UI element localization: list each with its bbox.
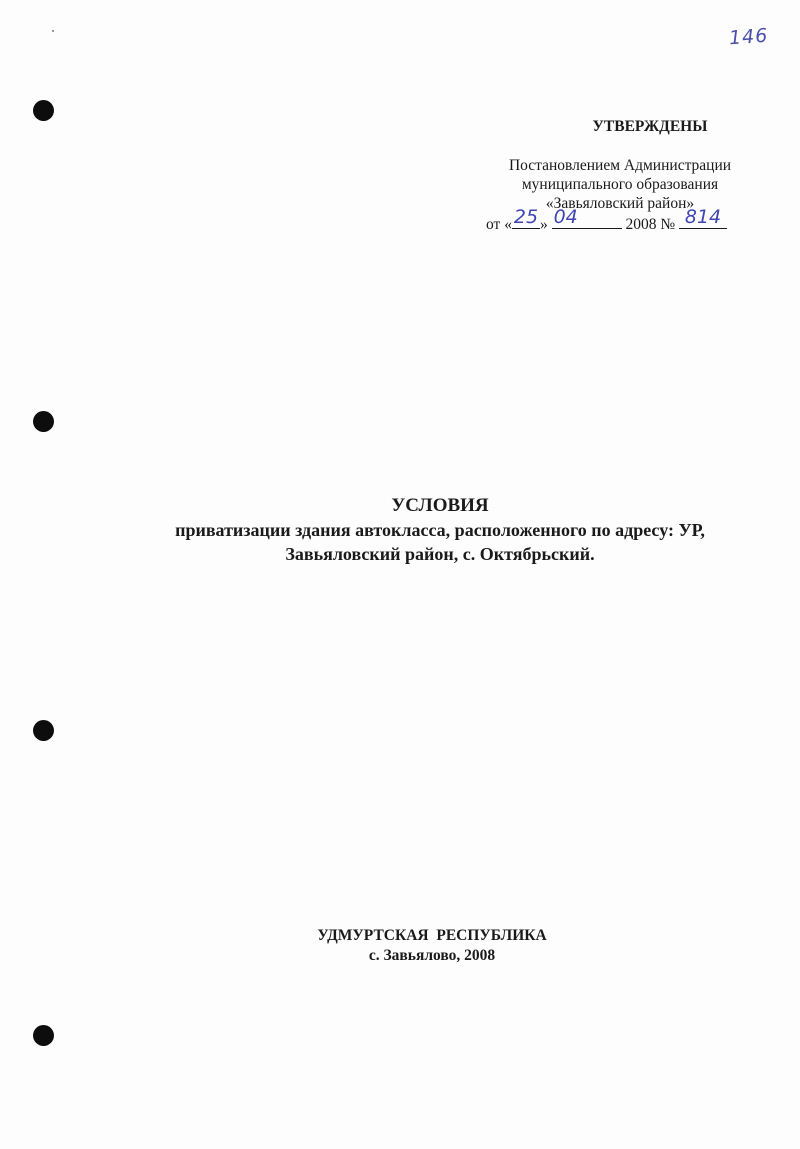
document-title: УСЛОВИЯ bbox=[391, 495, 489, 516]
date-month-handwritten: 04 bbox=[553, 206, 578, 228]
document-subtitle-line-2: Завьяловский район, с. Октябрьский. bbox=[285, 544, 595, 564]
approval-line-1: Постановлением Администрации bbox=[508, 157, 732, 174]
footer-republic: УДМУРТСКАЯ РЕСПУБЛИКА bbox=[317, 927, 547, 944]
approval-stamp-block bbox=[480, 117, 760, 213]
decree-number-field bbox=[679, 206, 727, 229]
document-footer bbox=[232, 926, 632, 966]
approval-date-line bbox=[486, 206, 727, 234]
approval-line-3: «Завьяловский район» bbox=[545, 195, 695, 212]
decree-number-handwritten: 814 bbox=[684, 206, 722, 228]
punch-hole bbox=[33, 100, 54, 121]
punch-hole bbox=[33, 1025, 54, 1046]
approval-heading: УТВЕРЖДЕНЫ bbox=[592, 118, 708, 135]
approval-line-2: муниципального образования bbox=[521, 176, 719, 193]
document-subtitle-line-1: приватизации здания автокласса, расположенного по адресу: УР, bbox=[175, 520, 705, 540]
punch-hole bbox=[33, 720, 54, 741]
document-title-block bbox=[100, 494, 780, 566]
date-day-handwritten: 25 bbox=[513, 206, 539, 228]
punch-hole bbox=[33, 411, 54, 432]
handwritten-page-number: 146 bbox=[728, 24, 769, 50]
date-prefix: от « bbox=[486, 216, 512, 233]
scan-speck bbox=[52, 30, 54, 32]
date-month-field bbox=[552, 206, 622, 229]
footer-place-year: с. Завьялово, 2008 bbox=[368, 947, 496, 964]
date-year: 2008 № bbox=[625, 216, 676, 233]
date-day-field bbox=[512, 206, 540, 229]
date-quote: » bbox=[539, 216, 548, 233]
